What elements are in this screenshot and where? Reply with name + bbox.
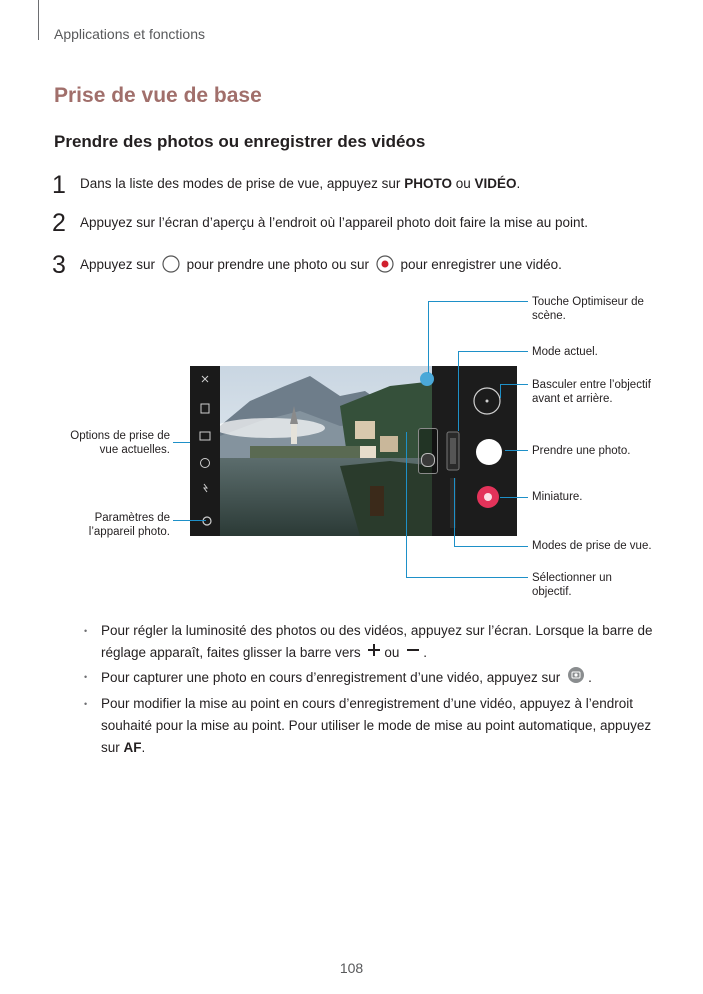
- callout-scene-optimizer: Touche Optimiseur de scène.: [532, 296, 644, 322]
- lens-icon: [421, 453, 435, 467]
- leader-scene-v: [428, 301, 429, 373]
- callout-current-mode: Mode actuel.: [532, 346, 598, 358]
- shutter-button-icon: [162, 255, 180, 276]
- leader-thumbnail: [500, 497, 528, 498]
- minus-icon: [406, 642, 420, 664]
- subsection-title: Prendre des photos ou enregistrer des vidéos: [54, 132, 426, 151]
- leader-switch-h: [500, 384, 528, 385]
- quick-settings-bar: [190, 366, 220, 536]
- list-item: • Pour capturer une photo en cours d’enregistrement d’une vidéo, appuyez sur .: [84, 666, 654, 691]
- leader-mode-v: [458, 351, 459, 431]
- leader-photo: [505, 450, 528, 451]
- callout-current-options: Options de prise de vue actuelles.: [70, 430, 170, 456]
- leader-modes-h: [454, 546, 528, 547]
- step-number-1: 1: [52, 171, 66, 199]
- settings-gear-icon: [203, 517, 211, 525]
- step-number-3: 3: [52, 251, 66, 279]
- leader-lens-v: [406, 432, 407, 577]
- callout-shooting-modes: Modes de prise de vue.: [532, 540, 652, 552]
- capture-photo-icon: [567, 666, 585, 691]
- leader-options: [173, 442, 190, 443]
- callout-take-photo: Prendre une photo.: [532, 445, 631, 457]
- list-item: • Pour modifier la mise au point en cours d’enregistrement d’une vidéo, appuyez à l’endroit souhaité pour la mise au point. Pour utiliser le mode de mise au point automatique, appuyez sur AF.: [84, 693, 654, 759]
- leader-switch-v: [500, 384, 501, 398]
- plus-icon: [367, 642, 381, 664]
- callout-camera-settings: Paramètres de l’appareil photo.: [88, 512, 170, 538]
- leader-lens-h: [406, 577, 528, 578]
- tips-list: [84, 620, 654, 761]
- running-head: Applications et fonctions: [54, 26, 205, 42]
- lens-selector[interactable]: [418, 428, 438, 474]
- section-title: Prise de vue de base: [54, 84, 262, 107]
- step-number-2: 2: [52, 209, 66, 237]
- step-text-2: Appuyez sur l’écran d’aperçu à l’endroit où l’appareil photo doit faire la mise au point.: [80, 215, 589, 230]
- page-number: 108: [339, 960, 364, 976]
- leader-mode-h: [458, 351, 528, 352]
- step-text-3: Appuyez sur pour prendre une photo ou sur pour enregistrer une vidéo.: [80, 255, 562, 276]
- scene-optimizer-button[interactable]: [420, 372, 434, 386]
- leader-modes-v: [454, 478, 455, 547]
- step-text-1: Dans la liste des modes de prise de vue, appuyez sur PHOTO ou VIDÉO.: [80, 176, 521, 191]
- list-item: • Pour régler la luminosité des photos ou des vidéos, appuyez sur l’écran. Lorsque la barre de réglage apparaît, faites glisser la barre vers ou .: [84, 620, 654, 664]
- callout-select-lens: Sélectionner un objectif.: [532, 572, 612, 598]
- callout-switch-lens: Basculer entre l’objectif avant et arrière.: [532, 379, 651, 405]
- record-button-icon: [376, 255, 394, 276]
- leader-settings: [173, 520, 206, 521]
- shooting-controls-bar: [432, 366, 517, 536]
- margin-rule: [38, 0, 39, 40]
- leader-scene-h: [428, 301, 528, 302]
- callout-thumbnail: Miniature.: [532, 491, 583, 503]
